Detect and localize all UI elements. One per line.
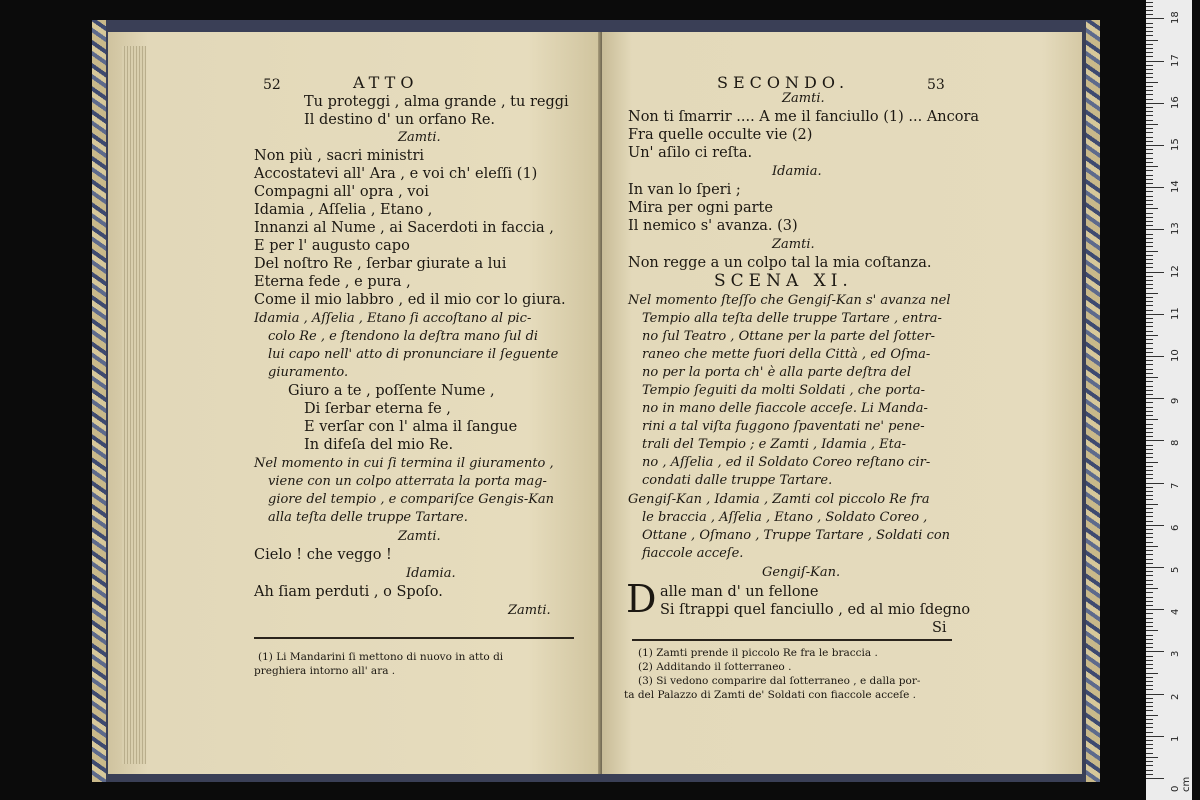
verse-line: Cielo ! che veggo ! bbox=[254, 547, 392, 563]
ruler-tick bbox=[1146, 449, 1153, 450]
ruler-tick bbox=[1146, 208, 1158, 209]
ruler-tick bbox=[1146, 175, 1153, 176]
ruler-tick bbox=[1146, 765, 1153, 766]
ruler-tick bbox=[1146, 440, 1164, 441]
ruler-tick bbox=[1146, 326, 1153, 327]
ruler-tick bbox=[1146, 272, 1164, 273]
ruler-tick bbox=[1146, 141, 1153, 142]
ruler-tick bbox=[1146, 343, 1153, 344]
ruler-tick bbox=[1146, 474, 1153, 475]
ruler-label: 0 cm bbox=[1170, 776, 1192, 792]
ruler-tick bbox=[1146, 61, 1164, 62]
ruler-tick bbox=[1146, 698, 1153, 699]
footnote-line: (1) Li Mandarini ſi mettono di nuovo in atto di bbox=[258, 651, 504, 663]
ruler-tick bbox=[1146, 432, 1153, 433]
ruler-tick bbox=[1146, 369, 1153, 370]
ruler-tick bbox=[1146, 651, 1164, 652]
stage-direction-line: condati dalle truppe Tartare. bbox=[642, 473, 833, 488]
ruler-tick bbox=[1146, 170, 1153, 171]
ruler-tick bbox=[1146, 52, 1153, 53]
verse-line: Tu proteggi , alma grande , tu reggi bbox=[304, 94, 569, 110]
ruler-tick bbox=[1146, 685, 1153, 686]
ruler-tick bbox=[1146, 259, 1153, 260]
ruler-tick bbox=[1146, 251, 1158, 252]
verse-line: Non regge a un colpo tal la mia coſtanza. bbox=[628, 255, 932, 271]
ruler-label: 3 bbox=[1170, 651, 1181, 658]
ruler-tick bbox=[1146, 601, 1153, 602]
verse-line: E per l' augusto capo bbox=[254, 238, 410, 254]
ruler-tick bbox=[1146, 238, 1153, 239]
ruler-tick bbox=[1146, 609, 1164, 610]
ruler-tick bbox=[1146, 94, 1153, 95]
ruler-tick bbox=[1146, 668, 1153, 669]
ruler-tick bbox=[1146, 499, 1153, 500]
ruler-tick bbox=[1146, 521, 1153, 522]
ruler-tick bbox=[1146, 217, 1153, 218]
running-head: ATTO bbox=[353, 73, 419, 92]
verse-line: alle man d' un fellone bbox=[660, 584, 819, 600]
ruler-tick bbox=[1146, 35, 1153, 36]
stage-direction-line: no per la porta ch' è alla parte deſtra del bbox=[642, 365, 911, 380]
verse-line: Mira per ogni parte bbox=[628, 200, 773, 216]
ruler-label: 12 bbox=[1170, 264, 1181, 278]
ruler-tick bbox=[1146, 276, 1153, 277]
ruler-tick bbox=[1146, 681, 1153, 682]
verse-line: Compagni all' opra , voi bbox=[254, 184, 429, 200]
page-number: 52 bbox=[263, 77, 281, 93]
verse-line: Fra quelle occulte vie (2) bbox=[628, 127, 813, 143]
ruler-tick bbox=[1146, 2, 1153, 3]
ruler-tick bbox=[1146, 225, 1153, 226]
ruler-tick bbox=[1146, 613, 1153, 614]
ruler-tick bbox=[1146, 293, 1158, 294]
measuring-ruler bbox=[1146, 0, 1192, 800]
ruler-tick bbox=[1146, 753, 1153, 754]
ruler-label: 6 bbox=[1170, 524, 1181, 531]
ruler-tick bbox=[1146, 120, 1153, 121]
ruler-tick bbox=[1146, 242, 1153, 243]
ruler-tick bbox=[1146, 554, 1153, 555]
verse-line: In van lo ſperi ; bbox=[628, 182, 741, 198]
ruler-tick bbox=[1146, 436, 1153, 437]
verse-line: In difeſa del mio Re. bbox=[304, 437, 454, 453]
ruler-tick bbox=[1146, 137, 1153, 138]
ruler-tick bbox=[1146, 656, 1153, 657]
ruler-tick bbox=[1146, 571, 1153, 572]
ruler-tick bbox=[1146, 770, 1153, 771]
verse-line: Si bbox=[932, 620, 947, 636]
running-head: SECONDO. bbox=[717, 73, 850, 92]
ruler-tick bbox=[1146, 44, 1153, 45]
ruler-tick bbox=[1146, 723, 1153, 724]
ruler-tick bbox=[1146, 373, 1153, 374]
ruler-tick bbox=[1146, 744, 1153, 745]
ruler-tick bbox=[1146, 166, 1158, 167]
ruler-tick bbox=[1146, 584, 1153, 585]
ruler-tick bbox=[1146, 390, 1153, 391]
ruler-tick bbox=[1146, 774, 1153, 775]
ruler-tick bbox=[1146, 428, 1153, 429]
scene-heading: SCENA XI. bbox=[714, 271, 853, 291]
speaker-name: Idamia. bbox=[772, 164, 822, 179]
ruler-label: 10 bbox=[1170, 349, 1181, 362]
stage-direction-line: alla teſta delle truppe Tartare. bbox=[268, 510, 468, 525]
ruler-tick bbox=[1146, 263, 1153, 264]
verse-line: Il nemico s' avanza. (3) bbox=[628, 218, 798, 234]
speaker-name: Zamti. bbox=[782, 91, 825, 106]
ruler-tick bbox=[1146, 377, 1158, 378]
ruler-tick bbox=[1146, 736, 1164, 737]
speaker-name: Zamti. bbox=[772, 237, 815, 252]
ruler-tick bbox=[1146, 575, 1153, 576]
ruler-tick bbox=[1146, 732, 1153, 733]
ruler-tick bbox=[1146, 322, 1153, 323]
ruler-tick bbox=[1146, 635, 1153, 636]
ruler-tick bbox=[1146, 398, 1164, 399]
ruler-tick bbox=[1146, 630, 1158, 631]
ruler-tick bbox=[1146, 310, 1153, 311]
ruler-tick bbox=[1146, 719, 1153, 720]
stage-direction-line: giore del tempio , e compariſce Gengis-Kan bbox=[268, 492, 555, 507]
footnote-rule bbox=[254, 637, 574, 639]
ruler-tick bbox=[1146, 567, 1164, 568]
stage-direction-line: fiaccole acceſe. bbox=[642, 546, 744, 561]
ruler-tick bbox=[1146, 597, 1153, 598]
stage-direction-line: viene con un colpo atterrata la porta mag- bbox=[268, 474, 547, 489]
ruler-tick bbox=[1146, 512, 1153, 513]
ruler-tick bbox=[1146, 77, 1153, 78]
verse-line: Ah ſiam perduti , o Spoſo. bbox=[254, 584, 443, 600]
ruler-tick bbox=[1146, 69, 1153, 70]
ruler-label: 4 bbox=[1170, 608, 1181, 616]
stage-direction-line: no ſul Teatro , Ottane per la parte del ſotter- bbox=[642, 329, 936, 344]
stage-direction-line: no in mano delle fiaccole acceſe. Li Manda- bbox=[642, 401, 928, 416]
left-page bbox=[108, 32, 602, 774]
ruler-tick bbox=[1146, 280, 1153, 281]
marbled-cover-left bbox=[92, 20, 106, 782]
ruler-tick bbox=[1146, 204, 1153, 205]
ruler-tick bbox=[1146, 234, 1153, 235]
ruler-tick bbox=[1146, 111, 1153, 112]
verse-line: Del noſtro Re , ſerbar giurate a lui bbox=[254, 256, 507, 272]
ruler-tick bbox=[1146, 647, 1153, 648]
ruler-tick bbox=[1146, 689, 1153, 690]
ruler-tick bbox=[1146, 483, 1164, 484]
ruler-tick bbox=[1146, 107, 1153, 108]
stage-direction-line: raneo che mette fuori della Città , ed Oſma- bbox=[642, 347, 931, 362]
ruler-tick bbox=[1146, 592, 1153, 593]
open-book bbox=[92, 20, 1100, 782]
ruler-tick bbox=[1146, 31, 1153, 32]
ruler-tick bbox=[1146, 297, 1153, 298]
ruler-tick bbox=[1146, 200, 1153, 201]
ruler-tick bbox=[1146, 23, 1153, 24]
ruler-tick bbox=[1146, 14, 1153, 15]
ruler-tick bbox=[1146, 626, 1153, 627]
ruler-tick bbox=[1146, 6, 1153, 7]
ruler-label: 13 bbox=[1170, 222, 1181, 236]
ruler-tick bbox=[1146, 348, 1153, 349]
ruler-tick bbox=[1146, 727, 1153, 728]
ruler-tick bbox=[1146, 546, 1158, 547]
ruler-tick bbox=[1146, 748, 1153, 749]
ruler-tick bbox=[1146, 124, 1158, 125]
ruler-tick bbox=[1146, 445, 1153, 446]
ruler-tick bbox=[1146, 158, 1153, 159]
ruler-tick bbox=[1146, 179, 1153, 180]
ruler-tick bbox=[1146, 301, 1153, 302]
ruler-tick bbox=[1146, 196, 1153, 197]
ruler-tick bbox=[1146, 145, 1164, 146]
speaker-name: Zamti. bbox=[398, 529, 441, 544]
ruler-tick bbox=[1146, 132, 1153, 133]
stage-direction-line: trali del Tempio ; e Zamti , Idamia , Eta- bbox=[642, 437, 906, 452]
ruler-tick bbox=[1146, 229, 1164, 230]
ruler-tick bbox=[1146, 588, 1158, 589]
verse-line: E verſar con l' alma il ſangue bbox=[304, 419, 518, 435]
ruler-tick bbox=[1146, 694, 1164, 695]
ruler-tick bbox=[1146, 82, 1158, 83]
ruler-tick bbox=[1146, 673, 1158, 674]
ruler-tick bbox=[1146, 504, 1158, 505]
ruler-label: 11 bbox=[1170, 307, 1181, 320]
ruler-tick bbox=[1146, 27, 1153, 28]
ruler-tick bbox=[1146, 470, 1153, 471]
speaker-name: Zamti. bbox=[508, 603, 551, 618]
footnote-line: preghiera intorno all' ara . bbox=[254, 665, 396, 677]
ruler-tick bbox=[1146, 550, 1153, 551]
right-page bbox=[602, 32, 1082, 774]
ruler-tick bbox=[1146, 40, 1158, 41]
ruler-tick bbox=[1146, 778, 1164, 779]
ruler-tick bbox=[1146, 411, 1153, 412]
ruler-label: 14 bbox=[1170, 180, 1181, 194]
verse-line: Giuro a te , poſſente Nume , bbox=[288, 383, 495, 399]
stage-direction-line: Gengiſ-Kan , Idamia , Zamti col piccolo Re fra bbox=[628, 492, 930, 507]
ruler-tick bbox=[1146, 457, 1153, 458]
ruler-tick bbox=[1146, 10, 1153, 11]
ruler-tick bbox=[1146, 618, 1153, 619]
ruler-tick bbox=[1146, 183, 1153, 184]
verse-line: Un' aſilo ci reſta. bbox=[628, 145, 753, 161]
ruler-tick bbox=[1146, 90, 1153, 91]
ruler-tick bbox=[1146, 356, 1164, 357]
stage-direction-line: rini a tal viſta fuggono ſpaventati ne' pene- bbox=[642, 419, 925, 434]
ruler-tick bbox=[1146, 394, 1153, 395]
ruler-tick bbox=[1146, 660, 1153, 661]
verse-line: Si ſtrappi quel fanciullo , ed al mio ſdegno bbox=[660, 602, 971, 618]
speaker-name: Idamia. bbox=[406, 566, 456, 581]
ruler-tick bbox=[1146, 103, 1164, 104]
ruler-tick bbox=[1146, 415, 1153, 416]
ruler-tick bbox=[1146, 115, 1153, 116]
stage-direction-line: Nel momento ſteſſo che Gengiſ-Kan s' avanza nel bbox=[628, 293, 951, 308]
ruler-tick bbox=[1146, 305, 1153, 306]
speaker-name: Gengiſ-Kan. bbox=[762, 565, 841, 580]
ruler-tick bbox=[1146, 643, 1153, 644]
footnote-line: (3) Si vedono comparire dal ſotterraneo , e dalla por- bbox=[638, 675, 921, 687]
ruler-tick bbox=[1146, 715, 1158, 716]
ruler-tick bbox=[1146, 419, 1158, 420]
ruler-label: 16 bbox=[1170, 96, 1181, 109]
ruler-tick bbox=[1146, 559, 1153, 560]
ruler-tick bbox=[1146, 702, 1153, 703]
stage-direction-line: Nel momento in cui ſi termina il giuramento , bbox=[254, 456, 554, 471]
ruler-tick bbox=[1146, 740, 1153, 741]
ruler-tick bbox=[1146, 364, 1153, 365]
ruler-tick bbox=[1146, 99, 1153, 100]
footnote-line: ta del Palazzo di Zamti de' Soldati con fiaccole acceſe . bbox=[624, 689, 916, 701]
ruler-tick bbox=[1146, 288, 1153, 289]
ruler-tick bbox=[1146, 335, 1158, 336]
speaker-name: Zamti. bbox=[398, 130, 441, 145]
ruler-label: 2 bbox=[1170, 693, 1181, 700]
verse-line: Innanzi al Nume , ai Sacerdoti in faccia , bbox=[254, 220, 554, 236]
verse-line: Non ti ſmarrir .... A me il fanciullo (1) ... Ancora bbox=[628, 109, 980, 125]
ruler-tick bbox=[1146, 331, 1153, 332]
marbled-cover-right bbox=[1086, 20, 1100, 782]
ruler-tick bbox=[1146, 213, 1153, 214]
ruler-tick bbox=[1146, 487, 1153, 488]
ruler-tick bbox=[1146, 267, 1153, 268]
ruler-tick bbox=[1146, 580, 1153, 581]
stage-direction-line: Ottane , Oſmano , Truppe Tartare , Soldati con bbox=[642, 528, 951, 543]
verse-line: Come il mio labbro , ed il mio cor lo giura. bbox=[254, 292, 566, 308]
ruler-tick bbox=[1146, 381, 1153, 382]
ruler-tick bbox=[1146, 462, 1158, 463]
ruler-tick bbox=[1146, 605, 1153, 606]
verse-line: Accostatevi all' Ara , e voi ch' eleſſi (1) bbox=[254, 166, 538, 182]
ruler-tick bbox=[1146, 221, 1153, 222]
ruler-tick bbox=[1146, 18, 1164, 19]
stage-direction-line: le braccia , Aſſelia , Etano , Soldato Coreo , bbox=[642, 510, 928, 525]
stage-direction-line: Tempio ſeguiti da molti Soldati , che porta- bbox=[642, 383, 925, 398]
verse-line: Il destino d' un orfano Re. bbox=[304, 112, 496, 128]
ruler-tick bbox=[1146, 710, 1153, 711]
verse-line: Eterna fede , e pura , bbox=[254, 274, 411, 290]
ruler-tick bbox=[1146, 191, 1153, 192]
ruler-tick bbox=[1146, 314, 1164, 315]
ruler-tick bbox=[1146, 706, 1153, 707]
ruler-label: 7 bbox=[1170, 482, 1181, 489]
ruler-tick bbox=[1146, 491, 1153, 492]
verse-line: Di ſerbar eterna fe , bbox=[304, 401, 451, 417]
ruler-tick bbox=[1146, 255, 1153, 256]
ruler-tick bbox=[1146, 533, 1153, 534]
ruler-tick bbox=[1146, 516, 1153, 517]
stage-direction-line: lui capo nell' atto di pronunciare il ſeguente bbox=[268, 347, 559, 362]
ruler-tick bbox=[1146, 478, 1153, 479]
ruler-label: 8 bbox=[1170, 440, 1181, 447]
ruler-tick bbox=[1146, 677, 1153, 678]
ruler-label: 17 bbox=[1170, 53, 1181, 67]
ruler-tick bbox=[1146, 284, 1153, 285]
ruler-tick bbox=[1146, 246, 1153, 247]
ruler-tick bbox=[1146, 318, 1153, 319]
ruler-tick bbox=[1146, 525, 1164, 526]
ruler-tick bbox=[1146, 86, 1153, 87]
ruler-tick bbox=[1146, 453, 1153, 454]
ruler-tick bbox=[1146, 48, 1153, 49]
footnote-line: (1) Zamti prende il piccolo Re fra le braccia . bbox=[638, 647, 878, 659]
ruler-tick bbox=[1146, 757, 1158, 758]
page-number: 53 bbox=[927, 77, 945, 93]
ruler-tick bbox=[1146, 360, 1153, 361]
ruler-tick bbox=[1146, 542, 1153, 543]
ruler-tick bbox=[1146, 352, 1153, 353]
ruler-tick bbox=[1146, 639, 1153, 640]
ruler-label: 1 bbox=[1170, 735, 1181, 742]
ruler-tick bbox=[1146, 495, 1153, 496]
stage-direction-line: colo Re , e ſtendono la deſtra mano ſul di bbox=[268, 329, 539, 344]
stage-direction-line: giuramento. bbox=[268, 365, 349, 380]
ruler-tick bbox=[1146, 424, 1153, 425]
footnote-line: (2) Additando il ſotterraneo . bbox=[638, 661, 792, 673]
ruler-tick bbox=[1146, 529, 1153, 530]
footnote-rule bbox=[632, 639, 952, 641]
ruler-tick bbox=[1146, 402, 1153, 403]
verse-line: Non più , sacri ministri bbox=[254, 148, 425, 164]
ruler-tick bbox=[1146, 386, 1153, 387]
ruler-tick bbox=[1146, 761, 1153, 762]
ruler-label: 15 bbox=[1170, 138, 1181, 151]
ruler-tick bbox=[1146, 153, 1153, 154]
stage-direction-line: no , Aſſelia , ed il Soldato Coreo reſtano cir- bbox=[642, 455, 931, 470]
ruler-tick bbox=[1146, 162, 1153, 163]
ruler-label: 9 bbox=[1170, 397, 1181, 405]
ruler-tick bbox=[1146, 407, 1153, 408]
stage-direction-line: Idamia , Aſſelia , Etano ſi accoſtano al pic- bbox=[254, 311, 532, 326]
ruler-tick bbox=[1146, 56, 1153, 57]
ruler-tick bbox=[1146, 149, 1153, 150]
ruler-label: 18 bbox=[1170, 11, 1181, 25]
verse-line: Idamia , Aſſelia , Etano , bbox=[254, 202, 433, 218]
ruler-label: 5 bbox=[1170, 566, 1181, 573]
ruler-tick bbox=[1146, 128, 1153, 129]
ruler-tick bbox=[1146, 187, 1164, 188]
stage-direction-line: Tempio alla teſta delle truppe Tartare , entra- bbox=[642, 311, 942, 326]
ruler-tick bbox=[1146, 339, 1153, 340]
ruler-tick bbox=[1146, 508, 1153, 509]
ruler-tick bbox=[1146, 65, 1153, 66]
drop-capital: D bbox=[626, 577, 657, 621]
ruler-tick bbox=[1146, 664, 1153, 665]
ruler-tick bbox=[1146, 537, 1153, 538]
ruler-tick bbox=[1146, 563, 1153, 564]
ruler-tick bbox=[1146, 73, 1153, 74]
page-edges bbox=[122, 46, 146, 764]
ruler-tick bbox=[1146, 622, 1153, 623]
ruler-tick bbox=[1146, 466, 1153, 467]
